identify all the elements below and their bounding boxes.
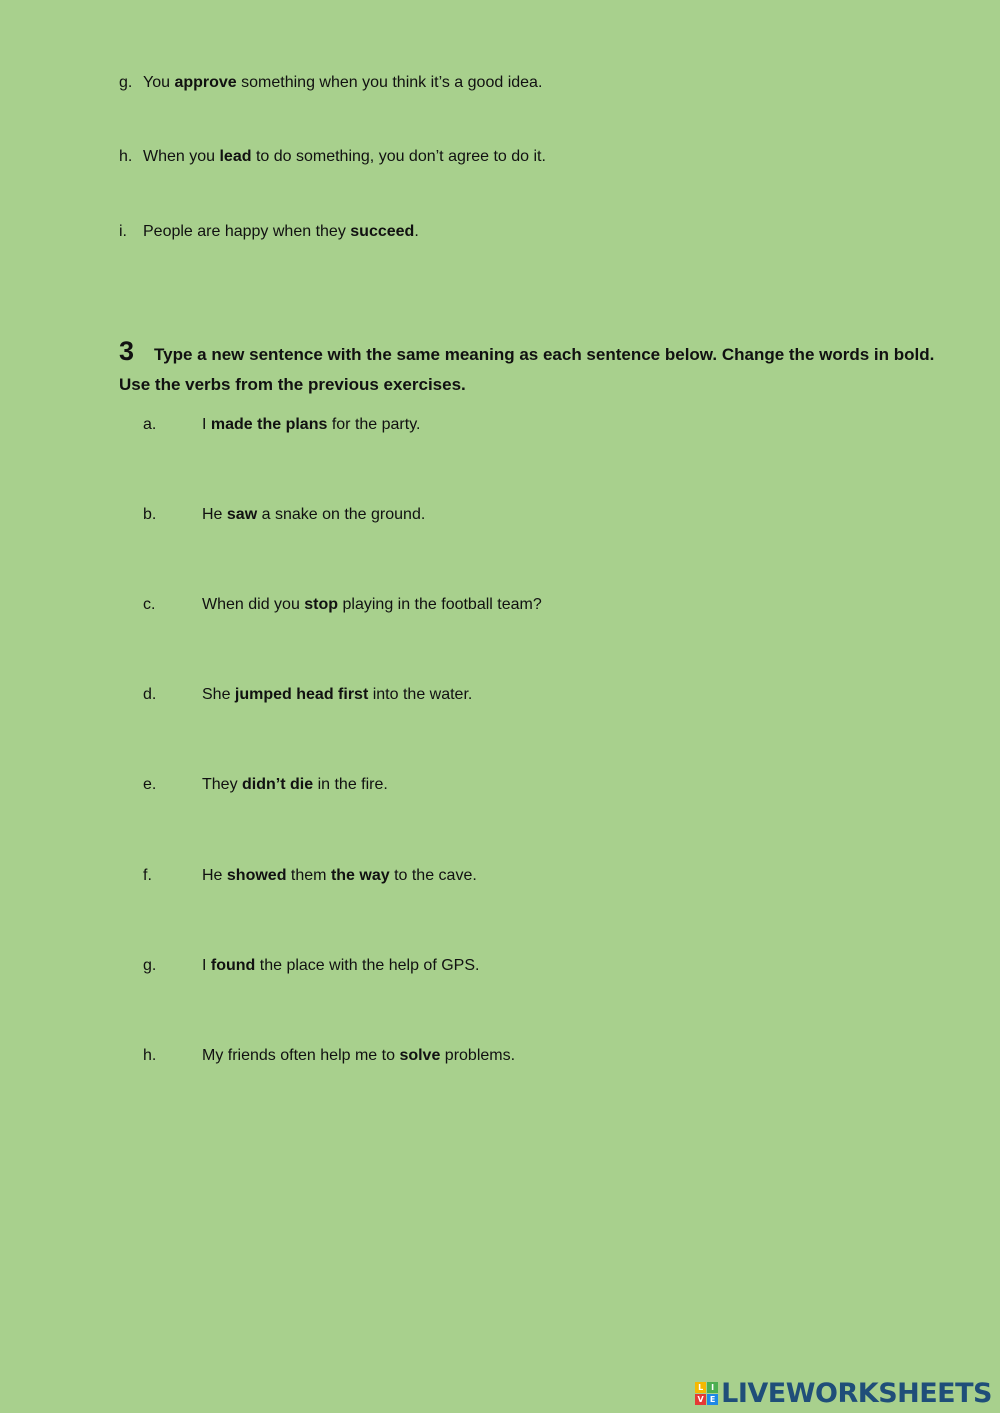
text-segment: He	[202, 867, 227, 884]
bold-phrase: succeed	[350, 223, 415, 240]
logo-badge-letter: I	[707, 1382, 718, 1393]
item-text	[202, 685, 472, 705]
item-letter: e.	[143, 776, 157, 793]
logo-text: LIVEWORKSHEETS	[721, 1377, 992, 1409]
item-text	[143, 147, 546, 167]
logo-badge-letter: V	[695, 1394, 706, 1405]
text-segment: playing in the football team?	[338, 596, 542, 613]
bold-phrase: found	[210, 957, 256, 974]
text-segment: He	[202, 506, 227, 523]
text-segment: She	[202, 686, 235, 703]
bold-phrase: made the plans	[210, 416, 328, 433]
text-segment: in the fire.	[313, 776, 388, 793]
item-letter: d.	[143, 686, 157, 703]
text-segment: a snake on the ground.	[257, 506, 426, 523]
text-segment: You	[143, 74, 175, 91]
bold-phrase: stop	[304, 596, 339, 613]
text-segment: I	[202, 957, 211, 974]
item-text	[202, 956, 479, 976]
liveworksheets-logo	[695, 1378, 992, 1408]
text-segment: When did you	[202, 596, 305, 613]
item-text	[202, 775, 388, 795]
item-letter: h.	[119, 148, 133, 165]
text-segment: to do something, you don’t agree to do it.	[251, 148, 546, 165]
text-segment: They	[202, 776, 243, 793]
logo-badge-icon	[695, 1382, 718, 1405]
item-letter: c.	[143, 596, 156, 613]
text-segment: When you	[143, 148, 220, 165]
bold-phrase: showed	[226, 867, 287, 884]
text-segment: into the water.	[368, 686, 473, 703]
bold-phrase: approve	[174, 74, 237, 91]
text-segment: something when you think it’s a good idea.	[236, 74, 543, 91]
section-instruction-text: Type a new sentence with the same meaning as each sentence below. Change the words in bold. Use the verbs from the previous exercises.	[119, 345, 935, 394]
section-number: 3	[119, 336, 135, 366]
bold-phrase: didn’t die	[242, 776, 314, 793]
bold-phrase: saw	[226, 506, 258, 523]
logo-badge-letter: L	[695, 1382, 706, 1393]
item-text	[202, 1046, 515, 1066]
bold-phrase: jumped head first	[234, 686, 369, 703]
item-letter: g.	[119, 74, 133, 91]
text-segment: problems.	[440, 1047, 516, 1064]
section-instruction	[119, 336, 939, 400]
item-text	[202, 505, 425, 525]
text-segment: them	[286, 867, 331, 884]
item-letter: h.	[143, 1047, 157, 1064]
item-letter: g.	[143, 957, 157, 974]
logo-badge-letter: E	[707, 1394, 718, 1405]
item-letter: b.	[143, 506, 157, 523]
item-text	[143, 73, 542, 93]
text-segment: to the cave.	[389, 867, 477, 884]
text-segment: I	[202, 416, 211, 433]
bold-phrase: lead	[219, 148, 252, 165]
text-segment: My friends often help me to	[202, 1047, 400, 1064]
item-text	[202, 595, 542, 615]
item-text	[202, 415, 420, 435]
text-segment: for the party.	[327, 416, 421, 433]
text-segment: People are happy when they	[143, 223, 351, 240]
bold-phrase: the way	[330, 867, 390, 884]
bold-phrase: solve	[399, 1047, 441, 1064]
text-segment: the place with the help of GPS.	[255, 957, 480, 974]
item-text	[202, 866, 477, 886]
item-letter: f.	[143, 867, 152, 884]
item-letter: a.	[143, 416, 157, 433]
text-segment: .	[414, 223, 419, 240]
item-text	[143, 222, 419, 242]
item-letter: i.	[119, 223, 127, 240]
